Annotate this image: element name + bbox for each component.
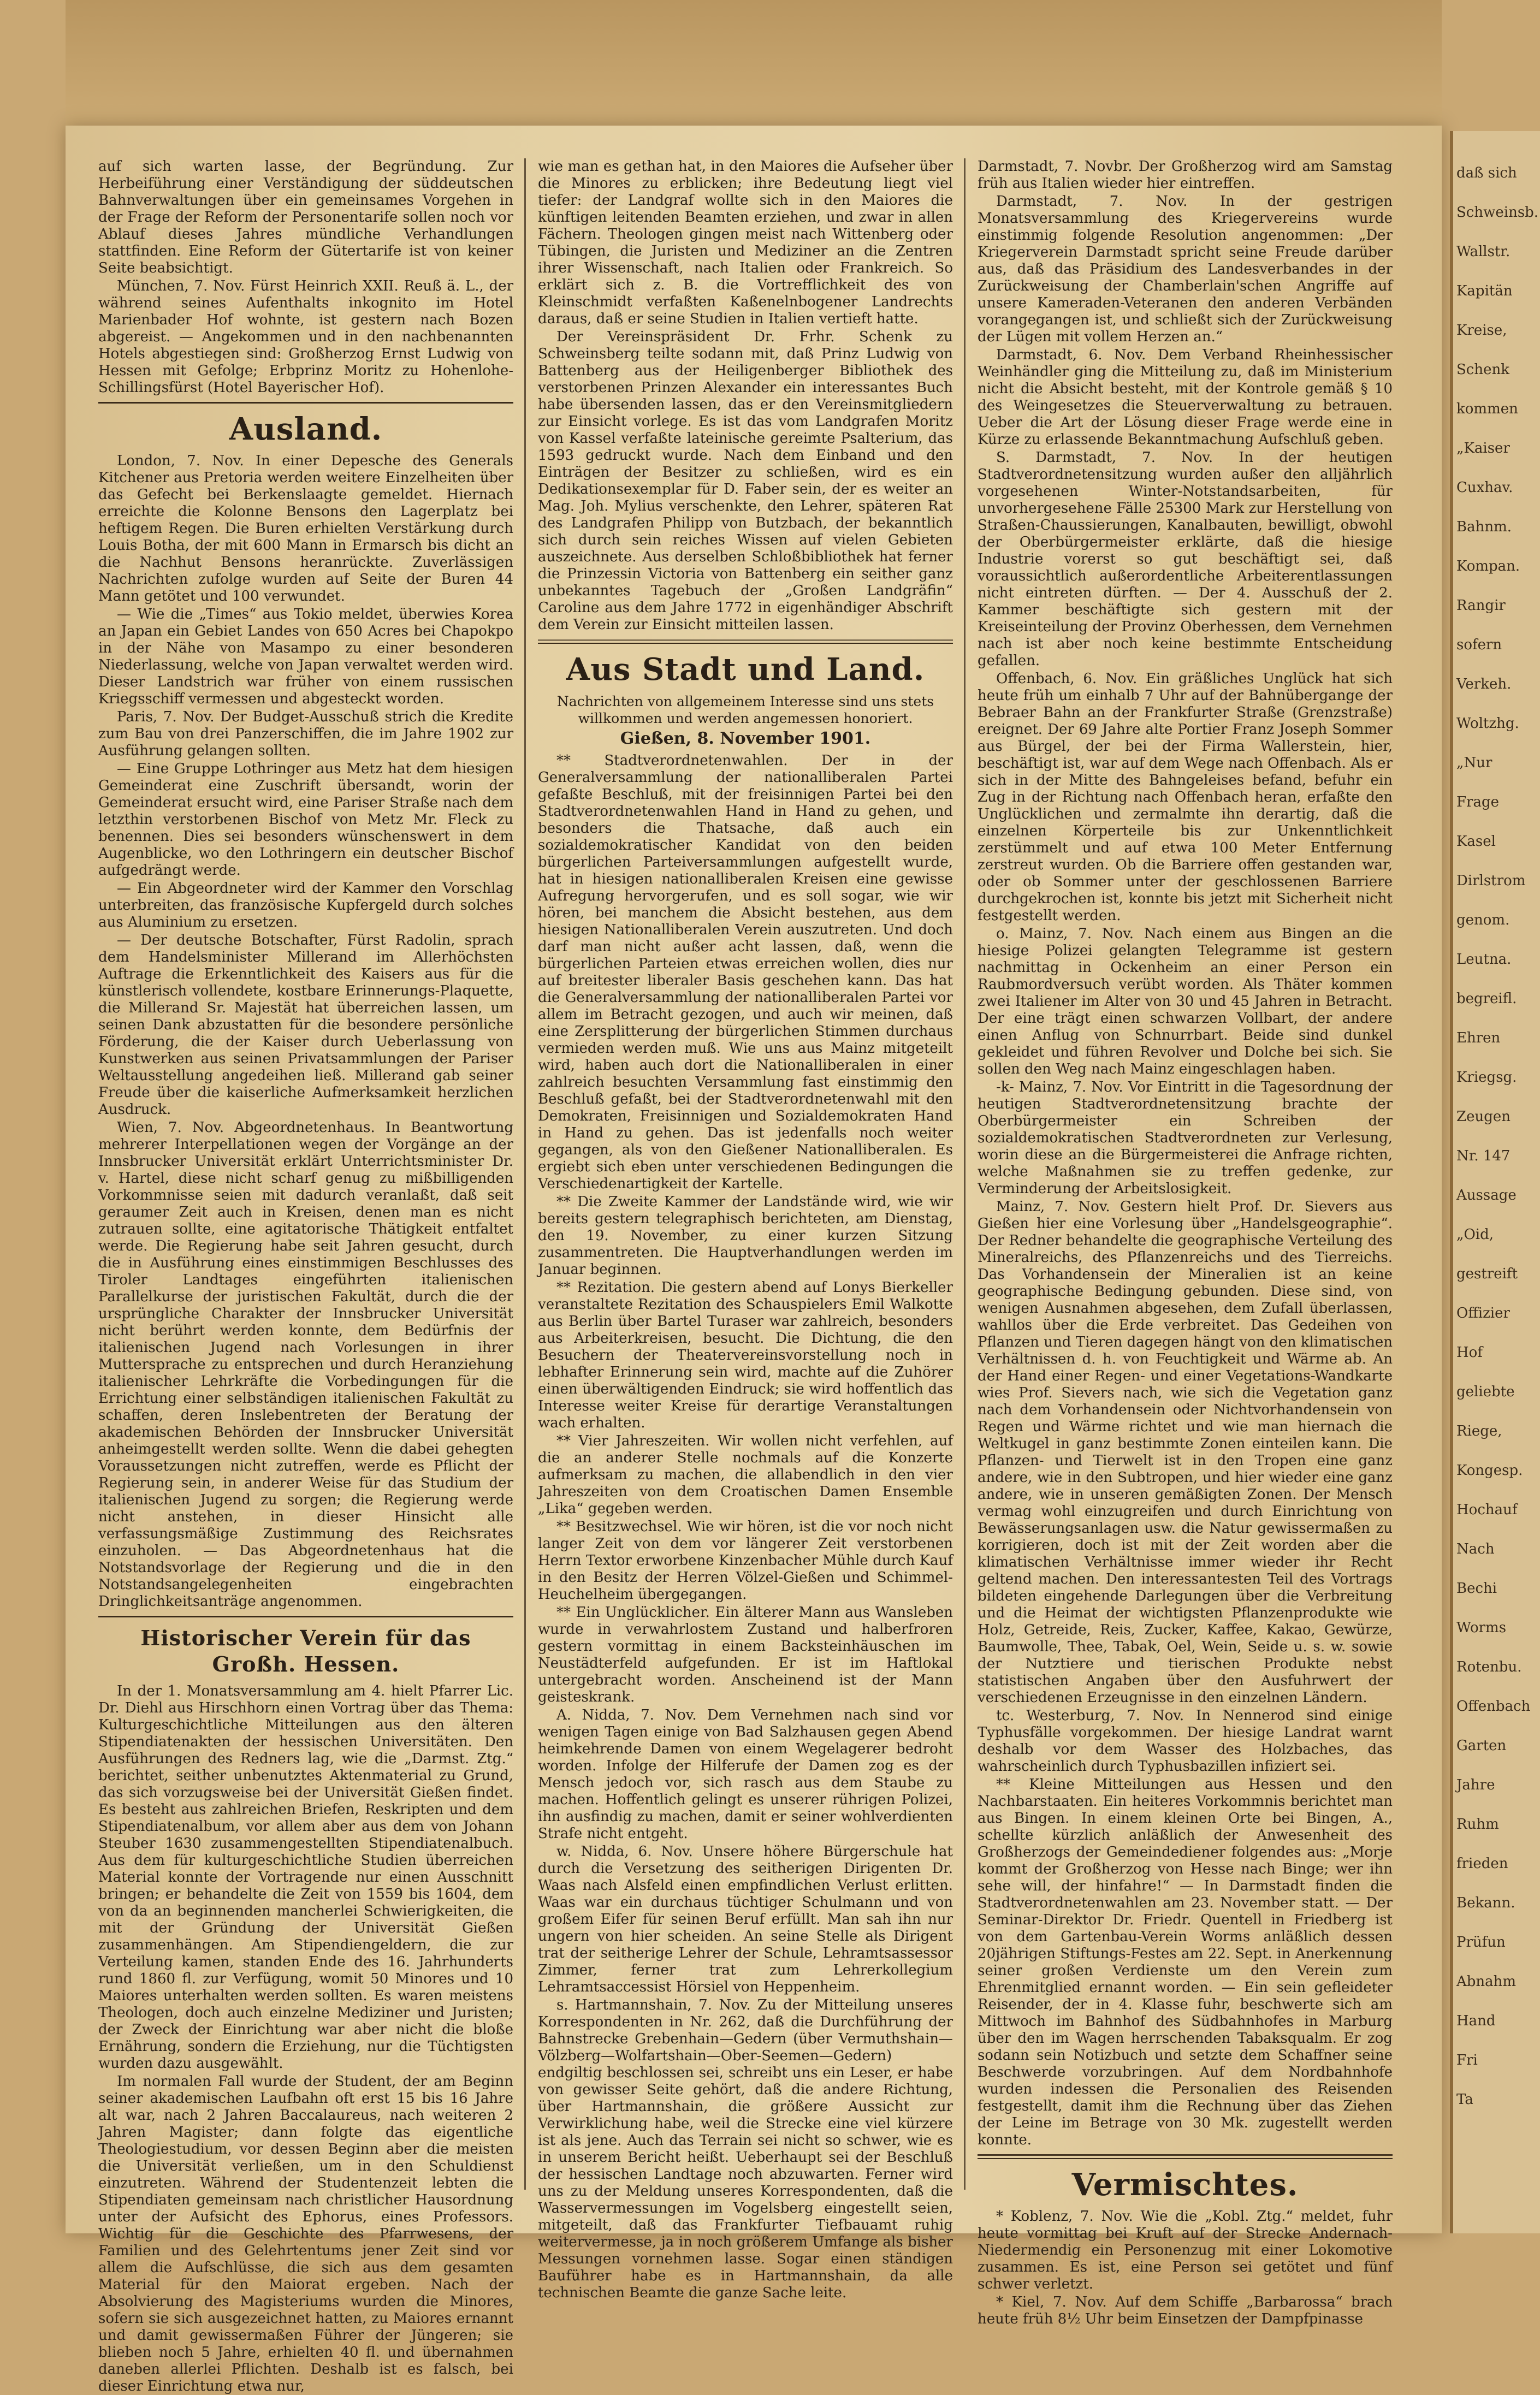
edge-fragment: Bechi [1456, 1580, 1497, 1597]
section-heading-aus-stadt-und-land: Aus Stadt und Land. [566, 651, 925, 687]
edge-fragment: Schweinsb. [1456, 204, 1539, 221]
section-heading-ausland: Ausland. [229, 411, 383, 447]
adjacent-page-edge [1450, 131, 1540, 2233]
article-rezitation: ** Rezitation. Die gestern abend auf Lonys Bierkeller veranstaltete Rezitation des Schauspielers Emil Walkotte aus Berlin über Bartel Turaser war zahlreich, besonders aus Arbeiterkreisen, besucht. Die Dichtung, die den Besuchern der Theatervereinsvorstellung noch in lebhafter Erinnerung sein wird, machte auf die Zuhörer einen überwältigenden Eindruck; sie wird hoffentlich das Interesse weiter Kreise für derartige Veranstaltungen wach erhalten. [538, 1279, 953, 1431]
article-stadtverordnetenwahlen: ** Stadtverordnetenwahlen. Der in der Generalversammlung der nationalliberalen Partei gefaßte Beschluß, mit der freisinnigen Partei bei den Stadtverordnetenwahlen Hand in Hand zu gehen, und besonders die Thatsache, daß auch ein sozialdemokratischer Kandidat von den beiden bürgerlichen Parteiversammlungen aufgestellt wurde, hat in hiesigen nationalliberalen Kreisen eine gewisse Aufregung hervorgerufen, und es soll sogar, wie wir hören, bei manchem die Absicht bestehen, aus dem hiesigen Nationalliberalen Verein auszutreten. Und doch darf man nicht außer acht lassen, daß, wenn die bürgerlichen Parteien etwas erreichen wollen, dies nur auf breitester liberaler Basis geschehen kann. Das hat die Generalversammlung der nationalliberalen Partei vor allem im Betracht gezogen, und auch wir meinen, daß eine Zersplitterung der bürgerlichen Stimmen durchaus vermieden werden muß. Wie uns aus Mainz mitgeteilt wird, haben auch dort die Nationalliberalen in einer zahlreich besuchten Versammlung fast einstimmig den Beschluß gefaßt, bei der Stadtverordnetenwahl mit den Demokraten, Freisinnigen und Sozialdemokraten Hand in Hand zu gehen. Das ist jedenfalls noch weiter gegangen, als von den Gießener Nationalliberalen. Es ergiebt sich eben unter verschiedenen Bedingungen die Verschiedenartigkeit der Kartelle. [538, 752, 953, 1192]
article-mainz-3: Mainz, 7. Nov. Gestern hielt Prof. Dr. Sievers aus Gießen hier eine Vorlesung über „Handelsgeographie“. Der Redner behandelte die geographische Verteilung des Mineralreichs, des Pflanzenreichs und des Tierreichs. Das Vorhandensein der Mineralien ist an keine geographische Bedingung gebunden. Diese sind, von wenigen Ausnahmen abgesehen, dem Zufall überlassen, wahllos über die Erde verbreitet. Das Gedeihen von Pflanzen und Tieren dagegen hängt von den klimatischen Verhältnissen d. h. von Feuchtigkeit und Wärme ab. An der Hand einer Regen- und einer Vegetations-Wandkarte wies Prof. Sievers nach, wie sich die Vegetation ganz nach dem Vorhandensein oder Nichtvorhandensein von Regen und Wärme richtet und wie man hiernach die Weltkugel in ganz bestimmte Zonen einteilen kann. Die Pflanzen- und Tierwelt ist in den Tropen eine ganz andere, wie in den Subtropen, und hier wieder eine ganz andere, wie in unseren gemäßigten Zonen. Der Mensch vermag wohl einzugreifen und durch Einrichtung von Bewässerungsanlagen usw. die Natur gewissermaßen zu korrigieren, doch ist mit der Zeit worden aber die klimatischen Verhältnisse immer wieder ihr Recht geltend machen. Den interessantesten Teil des Vortrags bildeten eingehende Darlegungen über die Verbreitung und die Heimat der wichtigsten Pflanzenprodukte wie Holz, Getreide, Reis, Zucker, Kaffee, Kakao, Gewürze, Baumwolle, Thee, Tabak, Oel, Wein, Seide u. s. w. sowie der Nutztiere und tierischen Produkte nebst statistischen Angaben über den Ausfuhrwert der verschiedenen Erzeugnisse in den einzelnen Ländern. [978, 1199, 1393, 1706]
edge-fragment: Hochauf [1456, 1502, 1518, 1518]
article-aluminium: — Ein Abgeordneter wird der Kammer den Vorschlag unterbreiten, das französische Kupfergeld durch solches aus Aluminium zu ersetzen. [98, 880, 513, 930]
article-kiel: * Kiel, 7. Nov. Auf dem Schiffe „Barbarossa“ brach heute früh 8½ Uhr beim Einsetzen der Dampfpinasse [978, 2294, 1393, 2327]
edge-fragment: Verkeh. [1456, 676, 1512, 692]
edge-fragment: Kasel [1456, 833, 1496, 850]
edge-fragment: Frage [1456, 794, 1499, 810]
edge-fragment: Fri [1456, 2052, 1478, 2068]
column-1 [98, 158, 513, 2394]
edge-fragment: Kriegsg. [1456, 1069, 1517, 1086]
edge-fragment: Schenk [1456, 361, 1510, 378]
article-zweite-kammer: ** Die Zweite Kammer der Landstände wird, wie wir bereits gestern telegraphisch berichteten, am Dienstag, den 19. November, zu einer kurzen Sitzung zusammentreten. Die Hauptverhandlungen werden im Januar beginnen. [538, 1194, 953, 1278]
adjacent-page-text [1453, 164, 1540, 2109]
edge-fragment: Rotenbu. [1456, 1659, 1522, 1675]
article-darmstadt-3: Darmstadt, 6. Nov. Dem Verband Rheinhessischer Weinhändler ging die Mitteilung zu, daß im Ministerium nicht die Absicht besteht, mit der Kontrole gemäß § 10 des Weingesetzes die Steuerverwaltung zu betrauen. Ueber die Art der Lösung dieser Frage werde eine in Kürze zu erlassende Bekanntmachung Aufschluß geben. [978, 347, 1393, 448]
article-vereinspraesident: Der Vereinspräsident Dr. Frhr. Schenk zu Schweinsberg teilte sodann mit, daß Prinz Ludwig von Battenberg aus der Heiligenberger Bibliothek des verstorbenen Prinzen Alexander ein interessantes Buch habe übersenden lassen, das er den Vereinsmitgliedern zur Einsicht vorlege. Es ist das vom Landgrafen Moritz von Kassel verfaßte lateinische gereimte Psalterium, das 1593 gedruckt wurde. Nach dem Einband und den Einträgen der Besitzer zu schließen, wird es ein Dedikationsexemplar für D. Faber sein, der es weiter an Mag. Joh. Mylius verschenkte, den Lehrer, späteren Rat des Landgrafen Philipp von Butzbach, der bekanntlich sich durch sein reiches Wissen auf vielen Gebieten auszeichnete. Aus derselben Schloßbibliothek hat ferner die Prinzessin Victoria von Battenberg ein seither ganz unbekanntes Tagebuch der „Großen Landgräfin“ Caroline aus dem Jahre 1772 in eigenhändiger Abschrift dem Verein zur Einsicht mitteilen lassen. [538, 329, 953, 633]
edge-fragment: Prüfun [1456, 1934, 1506, 1951]
article-darmstadt-4: S. Darmstadt, 7. Nov. In der heutigen Stadtverordnetensitzung wurden außer den alljährlich vorgesehenen Winter-Notstandsarbeiten, für unvorhergesehene Fälle 25300 Mark zur Herstellung von Straßen-Chaussierungen, Kanalbauten, bewilligt, obwohl der Oberbürgermeister erklärte, daß die hiesige Industrie vorerst so gut beschäftigt sei, daß voraussichtlich außerordentliche Arbeiterentlassungen nicht eintreten dürften. — Der 4. Ausschuß der 2. Kammer beschäftigte sich gestern mit der Kreiseinteilung der Provinz Oberhessen, dem Vernehmen nach ist aber noch keine bestimmte Entscheidung gefallen. [978, 449, 1393, 669]
column-rule-2 [964, 158, 966, 2190]
edge-fragment: Nr. 147 [1456, 1148, 1511, 1164]
article-kleine-mitteilungen: ** Kleine Mitteilungen aus Hessen und den Nachbarstaaten. Ein heiteres Vorkommnis berichtet man aus Bingen. In einem kleinen Orte bei Bingen, A., schellte kürzlich anläßlich der Anwesenheit des Großherzogs der Gemeindediener folgendes aus: „Morje kommt der Großherzog von Hesse nach Binge; wer ihn sehe will, der hinfahre!“ — In Darmstadt finden die Stadtverordnetenwahlen am 23. November statt. — Der Seminar-Direktor Dr. Friedr. Quentell in Friedberg ist von dem Gartenbau-Verein Worms anläßlich dessen 20jährigen Stiftungs-Festes am 22. Sept. in Anerkennung seiner großen Verdienste um den Verein zum Ehrenmitglied ernannt worden. — Ein sein gefleideter Reisender, der in 4. Klasse fuhr, beschwerte sich am Mittwoch im Bahnhof des Südbahnhofes in Marburg über den im Wagen herrschenden Tabaksqualm. Er zog sodann sein Notizbuch und setzte dem Schaffner seine Beschwerde vorzubringen. Auf dem Nordbahnhofe wurden indessen die Personalien des Reisenden festgestellt, damit ihm die Rechnung über das Ziehen der Leine im Betrage von 30 Mk. zugestellt werden konnte. [978, 1776, 1393, 2148]
divider [98, 1616, 513, 1617]
edge-fragment: Aussage [1456, 1187, 1517, 1204]
edge-fragment: kommen [1456, 401, 1518, 417]
edge-fragment: Ta [1456, 2091, 1473, 2108]
edge-fragment: genom. [1456, 912, 1510, 928]
section-heading-vermischtes: Vermischtes. [1071, 2167, 1299, 2203]
edge-fragment: Kreise, [1456, 322, 1507, 339]
edge-fragment: Jahre [1456, 1777, 1495, 1793]
edge-fragment: daß sich [1456, 165, 1517, 181]
edge-fragment: Hof [1456, 1344, 1483, 1361]
edge-fragment: Bekann. [1456, 1895, 1515, 1911]
edge-fragment: Woltzhg. [1456, 715, 1519, 732]
page-top-shadow [66, 0, 1442, 126]
edge-fragment: geliebte [1456, 1384, 1515, 1400]
edge-fragment: Wallstr. [1456, 244, 1511, 260]
edge-fragment: begreifl. [1456, 991, 1517, 1007]
article-nidda-1: A. Nidda, 7. Nov. Dem Vernehmen nach sind vor wenigen Tagen einige von Bad Salzhausen gegen Abend heimkehrende Damen von einem Wegelagerer bedroht worden. Infolge der Hilferufe der Damen zog es der Mensch jedoch vor, sich rasch aus dem Staube zu machen. Hoffentlich gelingt es unserer rührigen Polizei, ihn ausfindig zu machen, damit er seiner wohlverdienten Strafe nicht entgeht. [538, 1707, 953, 1842]
edge-fragment: Dirlstrom [1456, 873, 1526, 889]
edge-fragment: Leutna. [1456, 951, 1512, 968]
article-times-korea: — Wie die „Times“ aus Tokio meldet, überwies Korea an Japan ein Gebiet Landes von 650 Acres bei Chapokpo in der Nähe von Masampo zu einer besonderen Niederlassung, welche von Japan verwaltet werden wird. Dieser Landstrich war früher von einem russischen Kriegsschiff vermessen und abgesteckt worden. [98, 606, 513, 707]
edge-fragment: Rangir [1456, 597, 1506, 614]
edge-fragment: gestreift [1456, 1266, 1518, 1282]
article-lothringer: — Eine Gruppe Lothringer aus Metz hat dem hiesigen Gemeinderat eine Zuschrift übersandt, worin der Gemeinderat ersucht wird, eine Pariser Straße nach dem letzthin verstorbenen Bischof von Metz Mr. Fleck zu benennen. Dies sei besonders wünschenswert in dem Augenblicke, wo den Lothringern ein deutscher Bischof aufgedrängt werde. [98, 761, 513, 879]
edge-fragment: Kongesp. [1456, 1462, 1523, 1479]
article-darmstadt-1: Darmstadt, 7. Novbr. Der Großherzog wird am Samstag früh aus Italien wieder hier eintreffen. [978, 158, 1393, 192]
article-hartmannshain: s. Hartmannshain, 7. Nov. Zu der Mitteilung unseres Korrespondenten in Nr. 262, daß die Durchführung der Bahnstrecke Grebenhain—Gedern (über Vermuthshain—Völzberg—Wolfartshain—Ober-Seemen—Gedern) endgiltig beschlossen sei, schreibt uns ein Leser, er habe von gewisser Seite gehört, daß die andere Richtung, über Hartmannshain, die größere Aussicht zur Verwirklichung habe, weil die Strecke eine viel kürzere ist als jene. Auch das Terrain sei nicht so schwer, wie es in unserem Bericht heißt. Ueberhaupt sei der Beschluß der hessischen Landtage noch abzuwarten. Ferner wird uns zu der Meldung unseres Korrespondenten, daß die Wasservermessungen im Vogelsberg eingestellt seien, mitgeteilt, daß das Frankfurter Tiefbauamt ruhig weitervermesse, ja in noch größerem Umfange als bisher Messungen vornehmen lasse. Sogar einen ständigen Bauführer habe es in Hartmannshain, da alle technischen Beamte die ganze Sache leite. [538, 1997, 953, 2301]
edge-fragment: „Nur [1456, 755, 1492, 771]
edge-fragment: Offenbach [1456, 1698, 1531, 1715]
article-koblenz: * Koblenz, 7. Nov. Wie die „Kobl. Ztg.“ meldet, fuhr heute vormittag bei Kruft auf der Strecke Andernach-Niedermendig ein Personenzug mit einer Lokomotive zusammen. Es ist, eine Person sei getötet und fünf schwer verletzt. [978, 2208, 1393, 2292]
edge-fragment: Zeugen [1456, 1108, 1511, 1125]
edge-fragment: Abnahm [1456, 1973, 1517, 1990]
dateline: Gießen, 8. November 1901. [620, 729, 871, 748]
edge-fragment: Kapitän [1456, 283, 1513, 299]
article-darmstadt-2: Darmstadt, 7. Nov. In der gestrigen Monatsversammlung des Kriegervereins wurde einstimmig folgende Resolution angenommen: „Der Kriegerverein Darmstadt spricht seine Freude darüber aus, daß das Präsidium des Landesverbandes in der Zurückweisung der Chamberlain'schen Angriffe auf unsere Kameraden-Veteranen den anderen Verbänden vorangegangen ist, und schließt sich der Zurückweisung der Lügen mit vollem Herzen an.“ [978, 193, 1393, 345]
column-3 [978, 158, 1393, 2327]
article-verein-continued: wie man es gethan hat, in den Maiores die Aufseher über die Minores zu erblicken; ihre Bedeutung liegt viel tiefer: der Landgraf wollte sich in den Maiores die künftigen leitenden Beamten erziehen, und zwar in allen Fächern. Theologen gingen meist nach Wittenberg oder Tübingen, die Juristen und Mediziner an die Zentren ihrer Wissenschaft, nach Italien oder Frankreich. So erklärt sich z. B. die Vortrefflichkeit des von Kleinschmidt verfaßten Kaßenelnbogener Landrechts daraus, daß er seine Studien in Italien vertieft hatte. [538, 158, 953, 327]
edge-fragment: Offizier [1456, 1305, 1510, 1321]
article-muenchen: München, 7. Nov. Fürst Heinrich XXII. Reuß ä. L., der während seines Aufenthalts inkognito im Hotel Marienbader Hof wohnte, ist gestern nach Bozen abgereist. — Angekommen und in den nachbenannten Hotels abgestiegen sind: Großherzog Ernst Ludwig von Hessen mit Gefolge; Erbprinz Moritz zu Hohenlohe-Schillingsfürst (Hotel Bayerischer Hof). [98, 278, 513, 396]
column-2 [538, 158, 953, 2301]
article-ungluecklicher: ** Ein Unglücklicher. Ein älterer Mann aus Wansleben wurde in verwahrlostem Zustand und halberfroren gestern vormittag in einem Backsteinhäuschen im Neustädterfeld aufgefunden. Er ist im Haftlokal untergebracht worden. Anscheinend ist der Mann geisteskrank. [538, 1604, 953, 1705]
column-rule-1 [524, 158, 526, 2190]
edge-fragment: sofern [1456, 637, 1502, 653]
edge-fragment: Worms [1456, 1620, 1507, 1636]
edge-fragment: „Oid, [1456, 1226, 1494, 1243]
article-westerburg: tc. Westerburg, 7. Nov. In Nennerod sind einige Typhusfälle vorgekommen. Der hiesige Landrat warnt deshalb vor dem Wasser des Holzbaches, das wahrscheinlich durch Typhusbazillen infiziert sei. [978, 1708, 1393, 1775]
divider-double [538, 639, 953, 644]
edge-fragment: Riege, [1456, 1423, 1502, 1439]
article-paris: Paris, 7. Nov. Der Budget-Ausschuß strich die Kredite zum Bau von drei Panzerschiffen, die im Jahre 1902 zur Ausführung gelangen sollten. [98, 709, 513, 759]
edge-fragment: frieden [1456, 1855, 1508, 1872]
edge-fragment: Ehren [1456, 1030, 1501, 1046]
article-besitzwechsel: ** Besitzwechsel. Wie wir hören, ist die vor noch nicht langer Zeit von dem vor längerer Zeit verstorbenen Herrn Textor erworbene Kinzenbacher Mühle durch Kauf in den Besitz der Herren Völzel-Gießen und Schimmel-Heuchelheim übergegangen. [538, 1519, 953, 1603]
edge-fragment: Nach [1456, 1541, 1495, 1557]
article-mainz-2: -k- Mainz, 7. Nov. Vor Eintritt in die Tagesordnung der heutigen Stadtverordnetensitzung brachte der Oberbürgermeister ein Schreiben der sozialdemokratischen Stadtverordneten zur Verlesung, worin diese an die Bürgermeisterei die Anfrage richten, welche Maßnahmen sie zu treffen gedenke, zur Verminderung der Arbeitslosigkeit. [978, 1079, 1393, 1197]
article-tariff-reform: auf sich warten lasse, der Begründung. Zur Herbeiführung einer Verständigung der süddeutschen Bahnverwaltungen über ein gemeinsames Vorgehen in der Frage der Reform der Personentarife sollen noch vor Ablauf dieses Jahres mündliche Verhandlungen stattfinden. Eine Reform der Gütertarife ist von keiner Seite beabsichtigt. [98, 158, 513, 276]
article-london: London, 7. Nov. In einer Depesche des Generals Kitchener aus Pretoria werden weitere Einzelheiten über das Gefecht bei Berkenslaagte gemeldet. Hiernach erreichte die Kolonne Bensons den Lagerplatz bei heftigem Regen. Die Buren erhielten Verstärkung durch Louis Botha, der mit 600 Mann in Ermarsch bis dicht an die Nachhut Bensons heranrückte. Zuverlässigen Nachrichten zufolge wurden auf Seite der Buren 44 Mann getötet und 100 verwundet. [98, 453, 513, 604]
edge-fragment: Bahnm. [1456, 519, 1512, 535]
article-mainz-1: o. Mainz, 7. Nov. Nach einem aus Bingen an die hiesige Polizei gelangten Telegramme ist gestern nachmittag in Ockenheim an einer Person ein Raubmordversuch verübt worden. Als Thäter kommen zwei Italiener im Alter von 30 und 45 Jahren in Betracht. Der eine trägt einen schwarzen Vollbart, der andere einen Anflug von Schnurrbart. Beide sind dunkel gekleidet und führen Revolver und Dolche bei sich. Sie sollen den Weg nach Mainz eingeschlagen haben. [978, 926, 1393, 1077]
editorial-note: Nachrichten von allgemeinem Interesse sind uns stets willkommen und werden angemessen honoriert. [556, 693, 934, 726]
article-offenbach: Offenbach, 6. Nov. Ein gräßliches Unglück hat sich heute früh um einhalb 7 Uhr auf der Bahnübergange der Bebraer Bahn an der Frankfurter Straße (Grenzstraße) ereignet. Der 69 Jahre alte Portier Franz Joseph Sommer aus Bürgel, der bei der Firma Wallerstein, hier, beschäftigt ist, war auf dem Wege nach Offenbach. Als er sich in der Mitte des Bahngeleises befand, befuhr ein Zug in der Richtung nach Offenbach heran, erfaßte den Unglücklichen und zermalmte ihn derartig, daß die einzelnen Körperteile bis zur Unkenntlichkeit zerstümmelt und auf etwa 100 Meter Entfernung zerstreut wurden. Ob die Barriere offen gestanden war, oder ob Sommer unter der geschlossenen Barriere durchgekrochen ist, konnte bis jetzt mit Sicherheit nicht festgestellt werden. [978, 671, 1393, 924]
divider-double [978, 2154, 1393, 2159]
article-vier-jahreszeiten: ** Vier Jahreszeiten. Wir wollen nicht verfehlen, auf die an anderer Stelle nochmals auf die Konzerte aufmerksam zu machen, die allabendlich in den vier Jahreszeiten von dem Croatischen Damen Ensemble „Lika“ gegeben werden. [538, 1433, 953, 1517]
article-nidda-2: w. Nidda, 6. Nov. Unsere höhere Bürgerschule hat durch die Versetzung des seitherigen Dirigenten Dr. Waas nach Alsfeld einen empfindlichen Verlust erlitten. Waas war ein durchaus tüchtiger Schulmann und von großem Eifer für seinen Beruf erfüllt. Man sah ihn nur ungern von hier scheiden. An seine Stelle als Dirigent trat der seitherige Lehrer der Schule, Lehramtsassessor Zimmer, ferner trat zum Lehrerkollegium Lehramtsaccessist Hörsiel von Heppenheim. [538, 1843, 953, 1995]
edge-fragment: Cuxhav. [1456, 479, 1513, 496]
edge-fragment: Garten [1456, 1738, 1507, 1754]
edge-fragment: „Kaiser [1456, 440, 1510, 457]
edge-fragment: Hand [1456, 2013, 1496, 2029]
article-verein-part2: Im normalen Fall wurde der Student, der am Beginn seiner akademischen Laufbahn oft erst 15 bis 16 Jahre alt war, nach 2 Jahren Baccalaureus, nach weiteren 2 Jahren Magister; dann folgte das eigentliche Theologiestudium, vor dessen Beginn aber die meisten die Universität verließen, um in den Schuldienst einzutreten. Während der Studentenzeit lebten die Stipendiaten gemeinsam nach christlicher Hausordnung unter der Aufsicht des Ephorus, eines Professors. Wichtig für die Geschichte des Pfarrwesens, der Familien und des Gelehrtentums jener Zeit sind vor allem die Aufschlüsse, die sich aus dem gesamten Material für den Maiorat ergeben. Nach der Absolvierung des Magisteriums wurden die Minores, sofern sie sich ausgezeichnet hatten, zu Maiores ernannt und damit gewissermaßen Führer der Jüngeren; sie blieben noch 5 Jahre, erhielten 40 fl. und übernahmen daneben allerlei Pflichten. Deshalb ist es falsch, bei dieser Einrichtung etwa nur, [98, 2073, 513, 2394]
article-wien: Wien, 7. Nov. Abgeordnetenhaus. In Beantwortung mehrerer Interpellationen wegen der Vorgänge an der Innsbrucker Universität erklärt Unterrichtsminister Dr. v. Hartel, diese nicht scharf genug zu mißbilligenden Vorkommnisse seien mit dadurch veranlaßt, daß seit geraumer Zeit auch in Kreisen, denen man es nicht zutrauen sollte, eine agitatorische Thätigkeit entfaltet werde. Die Regierung habe seit Jahren gesucht, durch die in Ausführung eines einstimmigen Beschlusses des Tiroler Landtages eingeführten italienischen Parallelkurse der juristischen Fakultät, durch die der ursprüngliche Charakter der Innsbrucker Universität nicht berührt werden konnte, dem Bedürfnis der italienischen Jugend nach Vorlesungen in ihrer Muttersprache zu entsprechen und durch Heranziehung italienischer Lehrkräfte die Vorbedingungen für die Errichtung einer selbständigen italienischen Fakultät zu schaffen, deren Inslebentreten der Beratung der akademischen Behörden der Innsbrucker Universität anheimgestellt werden sollte. Wenn die dabei gehegten Voraussetzungen nicht zutreffen, werde es Pflicht der Regierung sein, in anderer Weise für das Studium der italienischen Jugend zu sorgen; die Regierung werde nicht anstehen, in dieser Hinsicht alle verfassungsmäßige Zustimmung des Reichsrates einzuholen. — Das Abgeordnetenhaus hat die Notstandsvorlage der Regierung und die in den Notstandsangelegenheiten eingebrachten Dringlichkeitsanträge angenommen. [98, 1119, 513, 1610]
edge-fragment: Ruhm [1456, 1816, 1499, 1833]
article-botschafter: — Der deutsche Botschafter, Fürst Radolin, sprach dem Handelsminister Millerand im Allerhöchsten Auftrage die Erkenntlichkeit des Kaisers aus für die künstlerisch vollendete, kostbare Erinnerungs-Plaquette, die Millerand Sr. Majestät hat überreichen lassen, um seinen Dank abzustatten für die besondere persönliche Förderung, die der Kaiser durch Ueberlassung von Kunstwerken aus seinen Privatsammlungen der Pariser Weltausstellung angedeihen ließ. Millerand gab seiner Freude über die kaiserliche Aufmerksamkeit herzlichen Ausdruck. [98, 932, 513, 1118]
divider [98, 402, 513, 404]
article-verein-part1: In der 1. Monatsversammlung am 4. hielt Pfarrer Lic. Dr. Diehl aus Hirschhorn einen Vortrag über das Thema: Kulturgeschichtliche Mitteilungen aus den älteren Stipendiatenakten der hessischen Universitäten. Den Ausführungen des Redners lag, wie die „Darmst. Ztg.“ berichtet, seither unbenutztes Aktenmaterial zu Grund, das sich vorzugsweise bei der Universität Gießen findet. Es besteht aus zahlreichen Briefen, Reskripten und dem Stipendiatenalbum, vor allem aber aus dem von Johann Steuber 1630 zusammengestellten Stipendiatenalbuch. Aus dem für kulturgeschichtliche Studien überreichen Material konnte der Vortragende nur einen Ausschnitt bringen; er behandelte die Zeit von 1559 bis 1604, dem von da an beginnenden mancherlei Schwierigkeiten, die mit der Gründung der Universität Gießen zusammenhängen. Am Stipendiengeldern, die zur Verteilung kamen, standen Ende des 16. Jahrhunderts rund 1860 fl. zur Verfügung, womit 50 Minores und 10 Maiores unterhalten werden sollten. Es waren meistens Theologen, doch auch einzelne Mediziner und Juristen; der Zweck der Einrichtung war aber nicht die bloße Ernährung, sondern die Erziehung, nur die Tüchtigsten wurden dazu ausgewählt. [98, 1683, 513, 2072]
edge-fragment: Kompan. [1456, 558, 1520, 574]
section-heading-historischer-verein: Historischer Verein für das Großh. Hessen. [140, 1626, 471, 1676]
